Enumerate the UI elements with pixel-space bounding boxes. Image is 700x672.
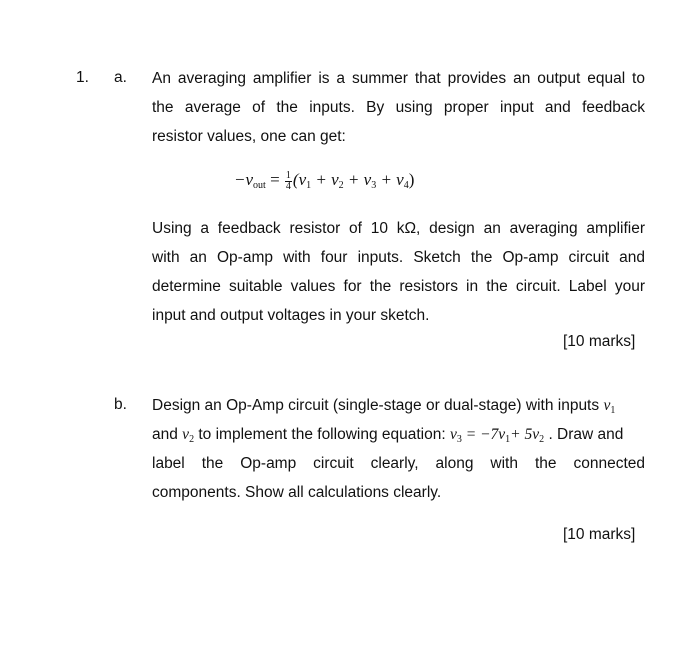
part-a-task-line-3: determine suitable values for the resistors in the circuit. Label your: [152, 278, 645, 295]
part-b-line-2-end: . Draw and: [544, 426, 624, 443]
part-b-eq-v3: v: [449, 426, 457, 443]
part-b-line-1-text: Design an Op-Amp circuit (single-stage or dual-stage) with inputs: [152, 397, 604, 414]
eq-term-3: + v: [343, 170, 372, 189]
part-a-intro-line-3: resistor values, one can get:: [152, 128, 346, 145]
part-b-eq-v3-sub: 3: [456, 434, 462, 445]
part-b-v1: v: [603, 397, 611, 414]
part-a-intro-line-1: An averaging amplifier is a summer that provides an output equal to: [152, 70, 645, 87]
eq-term-2: + v: [311, 170, 339, 189]
eq-fraction: [285, 171, 292, 192]
question-number: 1.: [76, 69, 89, 86]
eq-lhs: −v: [234, 170, 254, 189]
eq-term-4: + v: [376, 170, 404, 189]
eq-open: (v: [292, 170, 307, 189]
part-b-line-2: [152, 420, 645, 449]
eq-sub-1: 1: [306, 180, 312, 191]
part-b-line-2-b: to implement the following equation:: [194, 426, 450, 443]
part-a-task: [152, 214, 645, 330]
part-b-eq-v1-sub: 1: [505, 434, 511, 445]
part-a-task-line-1: Using a feedback resistor of 10 kΩ, design an averaging amplifier: [152, 220, 645, 237]
part-b-eq-mid: = −7v: [461, 426, 506, 443]
part-b-line-2-a: and: [152, 426, 183, 443]
part-b-v2-sub: 2: [189, 434, 195, 445]
part-a-intro: [152, 64, 645, 151]
eq-equals: =: [265, 170, 284, 189]
part-b-eq-v2-sub: 2: [539, 434, 545, 445]
part-b-line-4: components. Show all calculations clearly.: [152, 484, 442, 501]
part-b-line-3: label the Op-amp circuit clearly, along with the connected: [152, 455, 645, 472]
eq-lhs-sub: out: [253, 180, 266, 191]
part-b-marks: [10 marks]: [563, 526, 636, 543]
part-a-task-line-2: with an Op-amp with four inputs. Sketch the Op-amp circuit and: [152, 249, 645, 266]
part-b-body: [152, 391, 645, 507]
part-b-line-1: [152, 391, 645, 420]
part-b-eq-plus: + 5v: [510, 426, 540, 443]
part-a-marks: [10 marks]: [563, 333, 636, 350]
part-b-v1-sub: 1: [610, 405, 616, 416]
part-a-label: a.: [114, 69, 127, 86]
averaging-equation: [234, 170, 414, 192]
part-b-label: b.: [114, 396, 127, 413]
part-a-intro-line-2: the average of the inputs. By using proper input and feedback: [152, 99, 645, 116]
eq-sub-4: 4: [403, 180, 409, 191]
part-a-task-line-4: input and output voltages in your sketch.: [152, 307, 430, 324]
eq-sub-2: 2: [338, 180, 344, 191]
eq-close: ): [408, 170, 415, 189]
part-b-v2: v: [182, 426, 190, 443]
eq-frac-num: 1: [285, 169, 291, 181]
eq-frac-den: 4: [285, 180, 291, 192]
eq-sub-3: 3: [371, 180, 377, 191]
